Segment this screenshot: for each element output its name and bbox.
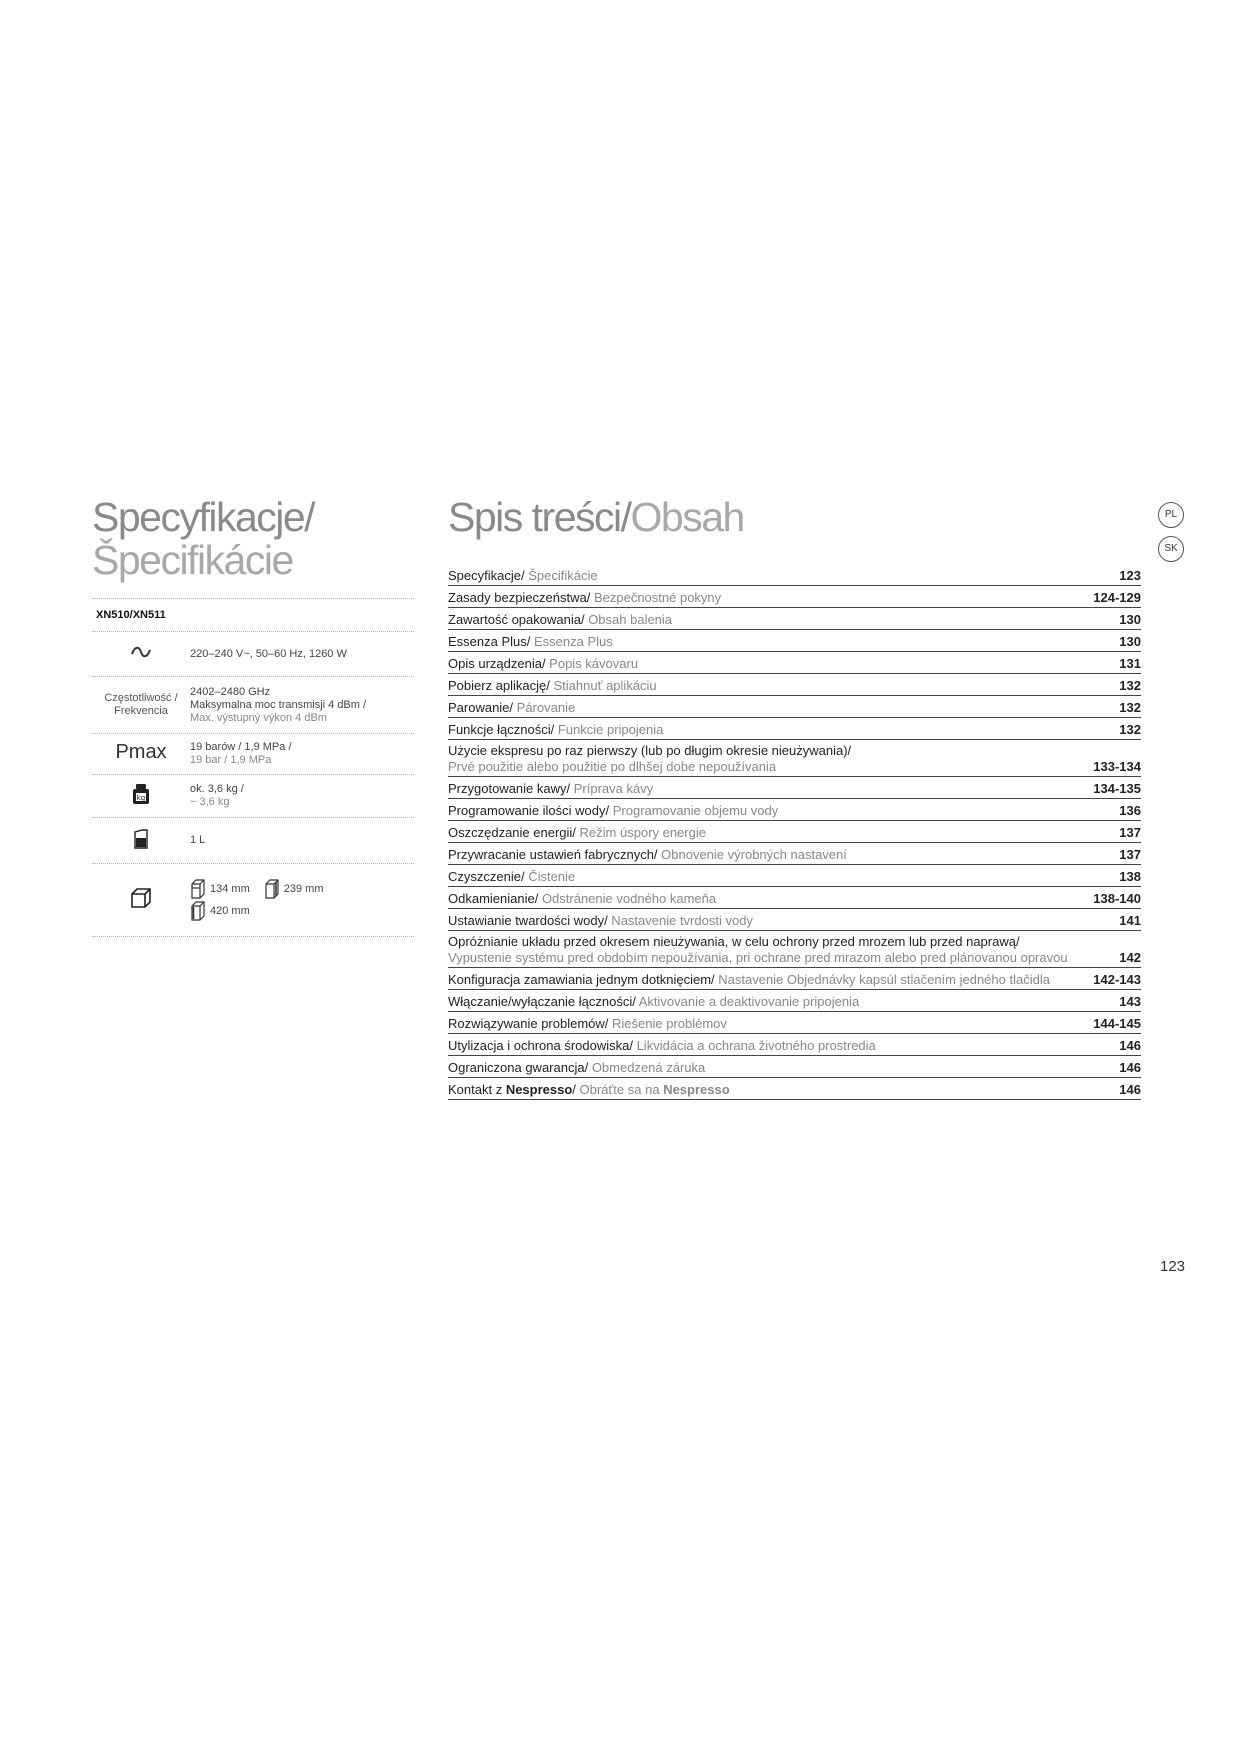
toc-item-title: Przywracanie ustawień fabrycznych/ Obnovenie výrobných nastavení (448, 847, 847, 862)
width-dimension: 134 mm (210, 882, 250, 895)
dimensions-icon (92, 887, 190, 913)
toc-item[interactable] (448, 608, 1141, 630)
svg-text:kg: kg (136, 794, 146, 802)
toc-item-page: 137 (1119, 847, 1141, 862)
toc-item-page: 143 (1119, 994, 1141, 1009)
water-tank-icon (92, 829, 190, 853)
toc-item-title: Opis urządzenia/ Popis kávovaru (448, 656, 639, 671)
toc-item-title: Rozwiązywanie problemów/ Riešenie problémov (448, 1016, 727, 1031)
pressure-value: 19 barów / 1,9 MPa / 19 bar / 1,9 MPa (190, 741, 292, 766)
toc-item-title: Włączanie/wyłączanie łączności/ Aktivovanie a deaktivovanie pripojenia (448, 994, 860, 1009)
language-badge-sk: SK (1158, 536, 1184, 562)
toc-item-title: Opróżnianie układu przed okresem nieużywania, w celu ochrony przed mrozem lub przed naprawą/ Vypustenie systému pred obdobím nepoužívania, pri ochrane pred mrazom alebo pred plánovanou opravou (448, 934, 1068, 965)
toc-item-page: 142-143 (1093, 972, 1141, 987)
toc-item-page: 132 (1119, 722, 1141, 737)
specifications-title-pl: Specyfikacje/ (92, 494, 315, 540)
toc-item-title: Konfiguracja zamawiania jednym dotknięciem/ Nastavenie Objednávky kapsúl stlačením jedného tlačidla (448, 972, 1050, 987)
toc-item-title: Essenza Plus/ Essenza Plus (448, 634, 613, 649)
toc-item-page: 130 (1119, 634, 1141, 649)
toc-item-page: 146 (1119, 1038, 1141, 1053)
water-tank-value: 1 L (190, 834, 206, 846)
toc-item[interactable] (448, 586, 1141, 608)
toc-item[interactable] (448, 674, 1141, 696)
specifications-title (92, 496, 414, 582)
toc-item[interactable] (448, 630, 1141, 652)
toc-item[interactable] (448, 990, 1141, 1012)
toc-item-page: 138 (1119, 869, 1141, 884)
width-dimension-icon (190, 879, 206, 899)
height-dimension-icon (190, 901, 206, 921)
dimensions-value (190, 877, 414, 923)
toc-item-page: 130 (1119, 612, 1141, 627)
language-badge-pl: PL (1158, 502, 1184, 528)
toc-title-pl: Spis treści/ (448, 494, 631, 540)
page-number: 123 (1160, 1258, 1186, 1275)
toc-item-title: Kontakt z Nespresso/ Obráťte sa na Nespresso (448, 1082, 730, 1097)
toc-item[interactable] (448, 740, 1141, 777)
toc-item-title: Zawartość opakowania/ Obsah balenia (448, 612, 673, 627)
toc-item[interactable] (448, 865, 1141, 887)
toc-item[interactable] (448, 1012, 1141, 1034)
toc-item-page: 124-129 (1093, 590, 1141, 605)
toc-title-sk: Obsah (630, 494, 744, 540)
depth-dimension: 239 mm (283, 882, 324, 895)
toc-item-title: Ograniczona gwarancja/ Obmedzená záruka (448, 1060, 706, 1075)
toc-item-title: Parowanie/ Párovanie (448, 700, 576, 715)
toc-item[interactable] (448, 564, 1141, 586)
toc-title (448, 496, 1141, 539)
toc-item-page: 144-145 (1093, 1016, 1141, 1031)
toc-item[interactable] (448, 1056, 1141, 1078)
toc-item-title: Specyfikacje/ Špecifikácie (448, 568, 598, 583)
toc-item-page: 133-134 (1093, 759, 1141, 774)
toc-item-title: Programowanie ilości wody/ Programovanie objemu vody (448, 803, 779, 818)
specifications-section (92, 496, 414, 937)
spec-row-frequency (92, 676, 414, 733)
toc-item[interactable] (448, 821, 1141, 843)
toc-item-title: Przygotowanie kawy/ Príprava kávy (448, 781, 654, 796)
toc-item-page: 123 (1119, 568, 1141, 583)
spec-row-power (92, 631, 414, 676)
spec-row-dimensions (92, 863, 414, 937)
toc-item-page: 146 (1119, 1082, 1141, 1097)
toc-item-title: Zasady bezpieczeństwa/ Bezpečnostné pokyny (448, 590, 722, 605)
toc-item-page: 138-140 (1093, 891, 1141, 906)
toc-item-page: 132 (1119, 700, 1141, 715)
toc-item[interactable] (448, 718, 1141, 740)
toc-item-page: 136 (1119, 803, 1141, 818)
toc-item[interactable] (448, 1078, 1141, 1100)
toc-item-page: 131 (1119, 656, 1141, 671)
depth-dimension-icon (264, 879, 280, 899)
model-number: XN510/XN511 (96, 609, 166, 621)
toc-item-title: Ustawianie twardości wody/ Nastavenie tvrdosti vody (448, 913, 753, 928)
toc-item-title: Pobierz aplikację/ Stiahnuť aplikáciu (448, 678, 657, 693)
toc-item-title: Utylizacja i ochrona środowiska/ Likvidácia a ochrana životného prostredia (448, 1038, 876, 1053)
toc-item[interactable] (448, 968, 1141, 990)
toc-item-page: 142 (1119, 950, 1141, 965)
toc-item-title: Oszczędzanie energii/ Režim úspory energie (448, 825, 706, 840)
toc-item-page: 132 (1119, 678, 1141, 693)
toc-item[interactable] (448, 652, 1141, 674)
toc-item-title: Czyszczenie/ Čistenie (448, 869, 576, 884)
spec-model-row (92, 598, 414, 631)
spec-row-water-tank (92, 817, 414, 863)
toc-item-title: Użycie ekspresu po raz pierwszy (lub po długim okresie nieużywania)/ Prvé použitie alebo použitie po dlhšej dobe nepoužívania (448, 743, 852, 774)
toc-item[interactable] (448, 931, 1141, 968)
spec-row-weight (92, 774, 414, 817)
table-of-contents (448, 496, 1141, 1100)
toc-item[interactable] (448, 887, 1141, 909)
height-dimension: 420 mm (210, 904, 250, 917)
specifications-title-sk: Špecifikácie (92, 537, 293, 583)
frequency-value: 2402–2480 GHz Maksymalna moc transmisji 4 dBm / Max. výstupný výkon 4 dBm (190, 685, 367, 724)
toc-item[interactable] (448, 696, 1141, 718)
power-value: 220–240 V~, 50–60 Hz, 1260 W (190, 647, 347, 660)
toc-item[interactable] (448, 777, 1141, 799)
toc-item[interactable] (448, 799, 1141, 821)
weight-value: ok. 3,6 kg / ~ 3,6 kg (190, 783, 244, 808)
toc-item-page: 134-135 (1093, 781, 1141, 796)
frequency-label: Częstotliwość / Frekvencia (104, 692, 178, 717)
toc-item-page: 146 (1119, 1060, 1141, 1075)
toc-item[interactable] (448, 843, 1141, 865)
toc-item-page: 141 (1119, 913, 1141, 928)
pressure-icon: Pmax (115, 741, 167, 763)
toc-item-page: 137 (1119, 825, 1141, 840)
toc-item-title: Odkamienianie/ Odstránenie vodného kameňa (448, 891, 717, 906)
weight-icon (92, 783, 190, 809)
ac-current-icon (92, 645, 190, 663)
toc-item[interactable] (448, 909, 1141, 931)
toc-item-title: Funkcje łączności/ Funkcie pripojenia (448, 722, 664, 737)
toc-list (448, 564, 1141, 1100)
toc-item[interactable] (448, 1034, 1141, 1056)
spec-row-pressure (92, 733, 414, 774)
